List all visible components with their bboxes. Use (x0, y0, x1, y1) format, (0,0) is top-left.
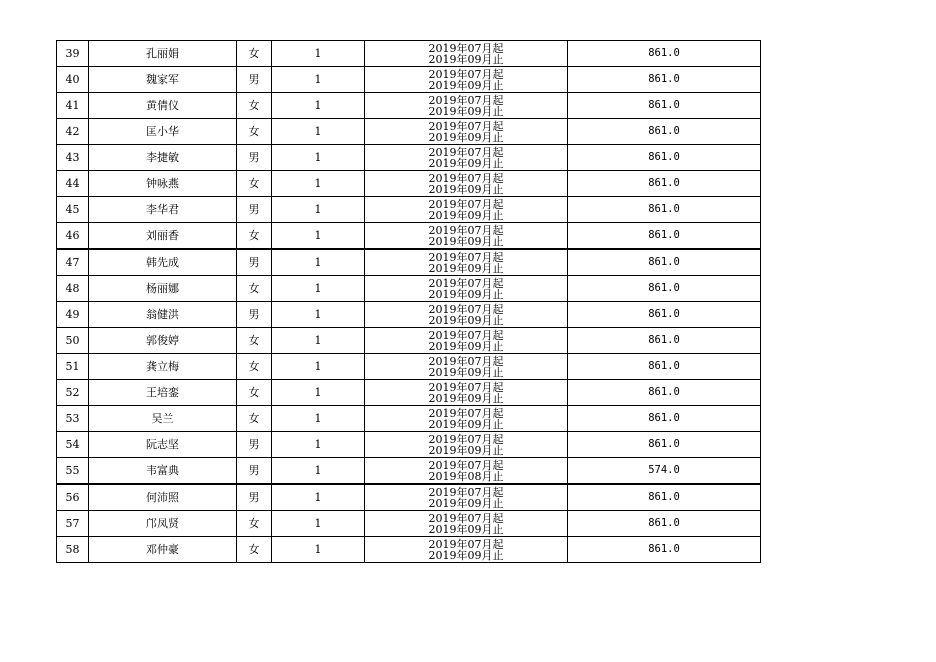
cell-name[interactable]: 邝凤贤 (89, 511, 237, 537)
period-start: 2019年07月起 (428, 223, 504, 237)
cell-count[interactable]: 1 (272, 432, 365, 458)
cell-number[interactable]: 40 (57, 67, 89, 93)
cell-count[interactable]: 1 (272, 276, 365, 302)
cell-period[interactable] (365, 432, 568, 458)
cell-count[interactable]: 1 (272, 93, 365, 119)
cell-period[interactable] (365, 302, 568, 328)
cell-period[interactable] (365, 380, 568, 406)
cell-period[interactable] (365, 537, 568, 563)
cell-period[interactable] (365, 67, 568, 93)
cell-sex[interactable]: 女 (237, 406, 272, 432)
cell-name[interactable]: 龚立梅 (89, 354, 237, 380)
table-row (57, 511, 761, 537)
cell-name[interactable]: 邓仲豪 (89, 537, 237, 563)
period-end: 2019年09月止 (428, 313, 504, 327)
cell-number[interactable]: 48 (57, 276, 89, 302)
cell-count[interactable]: 1 (272, 406, 365, 432)
period-start: 2019年07月起 (428, 171, 504, 185)
period-start: 2019年07月起 (428, 197, 504, 211)
period-start: 2019年07月起 (428, 458, 504, 472)
cell-count[interactable]: 1 (272, 458, 365, 485)
cell-name[interactable]: 翁健洪 (89, 302, 237, 328)
table-row (57, 67, 761, 93)
cell-number[interactable]: 42 (57, 119, 89, 145)
period-start: 2019年07月起 (428, 432, 504, 446)
cell-sex[interactable]: 女 (237, 511, 272, 537)
cell-name[interactable]: 孔丽娟 (89, 41, 237, 67)
cell-name[interactable]: 黄倩仪 (89, 93, 237, 119)
period-end: 2019年09月止 (428, 365, 504, 379)
cell-count[interactable]: 1 (272, 537, 365, 563)
cell-number[interactable]: 55 (57, 458, 89, 485)
cell-period[interactable] (365, 484, 568, 511)
cell-period[interactable] (365, 249, 568, 276)
period-start: 2019年07月起 (428, 93, 504, 107)
cell-sex[interactable]: 女 (237, 537, 272, 563)
cell-amount[interactable]: 861.0 (568, 223, 761, 250)
cell-number[interactable]: 49 (57, 302, 89, 328)
cell-count[interactable]: 1 (272, 197, 365, 223)
period-end: 2019年09月止 (428, 522, 504, 536)
cell-amount[interactable]: 574.0 (568, 458, 761, 485)
cell-number[interactable]: 44 (57, 171, 89, 197)
cell-sex[interactable]: 女 (237, 354, 272, 380)
cell-sex[interactable]: 男 (237, 458, 272, 485)
cell-number[interactable]: 50 (57, 328, 89, 354)
period-end: 2019年09月止 (428, 548, 504, 562)
cell-name[interactable]: 杨丽娜 (89, 276, 237, 302)
table-row (57, 328, 761, 354)
cell-number[interactable]: 57 (57, 511, 89, 537)
cell-period[interactable] (365, 145, 568, 171)
period-start: 2019年07月起 (428, 380, 504, 394)
period-end: 2019年09月止 (428, 417, 504, 431)
cell-count[interactable]: 1 (272, 328, 365, 354)
period-start: 2019年07月起 (428, 354, 504, 368)
cell-number[interactable]: 58 (57, 537, 89, 563)
cell-period[interactable] (365, 458, 568, 485)
cell-number[interactable]: 56 (57, 484, 89, 511)
table-row (57, 380, 761, 406)
period-start: 2019年07月起 (428, 250, 504, 264)
cell-sex[interactable]: 女 (237, 380, 272, 406)
period-start: 2019年07月起 (428, 145, 504, 159)
period-end: 2019年09月止 (428, 52, 504, 66)
cell-sex[interactable]: 女 (237, 171, 272, 197)
cell-number[interactable]: 53 (57, 406, 89, 432)
cell-name[interactable]: 何沛照 (89, 484, 237, 511)
cell-number[interactable]: 43 (57, 145, 89, 171)
table-row (57, 145, 761, 171)
cell-amount[interactable]: 861.0 (568, 171, 761, 197)
period-end: 2019年09月止 (428, 443, 504, 457)
period-end: 2019年09月止 (428, 339, 504, 353)
cell-number[interactable]: 52 (57, 380, 89, 406)
period-end: 2019年09月止 (428, 234, 504, 248)
cell-amount[interactable]: 861.0 (568, 432, 761, 458)
period-end: 2019年09月止 (428, 496, 504, 510)
cell-number[interactable]: 47 (57, 249, 89, 276)
cell-name[interactable]: 王培銮 (89, 380, 237, 406)
cell-period[interactable] (365, 171, 568, 197)
cell-amount[interactable]: 861.0 (568, 276, 761, 302)
cell-name[interactable]: 钟咏燕 (89, 171, 237, 197)
cell-sex[interactable]: 男 (237, 302, 272, 328)
cell-name[interactable]: 吴兰 (89, 406, 237, 432)
cell-count[interactable]: 1 (272, 119, 365, 145)
cell-amount[interactable]: 861.0 (568, 406, 761, 432)
cell-name[interactable]: 韦富典 (89, 458, 237, 485)
table-row (57, 537, 761, 563)
cell-number[interactable]: 41 (57, 93, 89, 119)
period-end: 2019年09月止 (428, 287, 504, 301)
period-end: 2019年09月止 (428, 104, 504, 118)
table-row (57, 276, 761, 302)
cell-count[interactable]: 1 (272, 41, 365, 67)
cell-period[interactable] (365, 93, 568, 119)
cell-name[interactable]: 韩先成 (89, 249, 237, 276)
cell-number[interactable]: 54 (57, 432, 89, 458)
cell-amount[interactable]: 861.0 (568, 484, 761, 511)
cell-number[interactable]: 51 (57, 354, 89, 380)
table-row (57, 223, 761, 250)
table-row (57, 432, 761, 458)
cell-period[interactable] (365, 223, 568, 250)
cell-sex[interactable]: 男 (237, 484, 272, 511)
table-row (57, 458, 761, 485)
cell-count[interactable]: 1 (272, 223, 365, 250)
cell-count[interactable]: 1 (272, 67, 365, 93)
table-row (57, 93, 761, 119)
cell-period[interactable] (365, 197, 568, 223)
cell-period[interactable] (365, 511, 568, 537)
cell-sex[interactable]: 男 (237, 145, 272, 171)
cell-period[interactable] (365, 41, 568, 67)
cell-period[interactable] (365, 354, 568, 380)
table-row (57, 406, 761, 432)
cell-sex[interactable]: 男 (237, 432, 272, 458)
cell-period[interactable] (365, 406, 568, 432)
cell-name[interactable]: 阮志坚 (89, 432, 237, 458)
cell-period[interactable] (365, 328, 568, 354)
table-row (57, 354, 761, 380)
cell-amount[interactable]: 861.0 (568, 249, 761, 276)
cell-sex[interactable]: 男 (237, 197, 272, 223)
spreadsheet-table (56, 40, 761, 563)
table-row (57, 249, 761, 276)
table-row (57, 171, 761, 197)
table-body (57, 41, 761, 563)
period-start: 2019年07月起 (428, 41, 504, 55)
period-start: 2019年07月起 (428, 406, 504, 420)
cell-count[interactable]: 1 (272, 511, 365, 537)
cell-count[interactable]: 1 (272, 354, 365, 380)
cell-name[interactable]: 匡小华 (89, 119, 237, 145)
period-end: 2019年09月止 (428, 261, 504, 275)
period-start: 2019年07月起 (428, 485, 504, 499)
cell-count[interactable]: 1 (272, 484, 365, 511)
table-row (57, 484, 761, 511)
cell-amount[interactable]: 861.0 (568, 380, 761, 406)
cell-amount[interactable]: 861.0 (568, 67, 761, 93)
cell-name[interactable]: 魏家军 (89, 67, 237, 93)
table-row (57, 302, 761, 328)
cell-amount[interactable]: 861.0 (568, 93, 761, 119)
cell-count[interactable]: 1 (272, 380, 365, 406)
cell-name[interactable]: 刘丽香 (89, 223, 237, 250)
table-row (57, 119, 761, 145)
period-start: 2019年07月起 (428, 302, 504, 316)
cell-sex[interactable]: 女 (237, 223, 272, 250)
period-start: 2019年07月起 (428, 67, 504, 81)
period-end: 2019年09月止 (428, 130, 504, 144)
cell-sex[interactable]: 女 (237, 93, 272, 119)
cell-sex[interactable]: 男 (237, 67, 272, 93)
period-start: 2019年07月起 (428, 537, 504, 551)
table-row (57, 41, 761, 67)
cell-period[interactable] (365, 119, 568, 145)
cell-count[interactable]: 1 (272, 145, 365, 171)
cell-amount[interactable]: 861.0 (568, 511, 761, 537)
period-end: 2019年09月止 (428, 78, 504, 92)
cell-sex[interactable]: 女 (237, 41, 272, 67)
cell-name[interactable]: 李华君 (89, 197, 237, 223)
period-start: 2019年07月起 (428, 511, 504, 525)
period-end: 2019年08月止 (428, 469, 504, 483)
cell-amount[interactable]: 861.0 (568, 354, 761, 380)
cell-amount[interactable]: 861.0 (568, 197, 761, 223)
cell-sex[interactable]: 女 (237, 276, 272, 302)
period-end: 2019年09月止 (428, 208, 504, 222)
cell-number[interactable]: 46 (57, 223, 89, 250)
cell-sex[interactable]: 女 (237, 328, 272, 354)
cell-amount[interactable]: 861.0 (568, 145, 761, 171)
cell-amount[interactable]: 861.0 (568, 302, 761, 328)
cell-name[interactable]: 郭俊婷 (89, 328, 237, 354)
cell-amount[interactable]: 861.0 (568, 41, 761, 67)
cell-number[interactable]: 39 (57, 41, 89, 67)
cell-sex[interactable]: 女 (237, 119, 272, 145)
cell-amount[interactable]: 861.0 (568, 328, 761, 354)
cell-amount[interactable]: 861.0 (568, 537, 761, 563)
cell-count[interactable]: 1 (272, 249, 365, 276)
cell-period[interactable] (365, 276, 568, 302)
cell-count[interactable]: 1 (272, 302, 365, 328)
period-start: 2019年07月起 (428, 119, 504, 133)
cell-sex[interactable]: 男 (237, 249, 272, 276)
period-start: 2019年07月起 (428, 328, 504, 342)
period-end: 2019年09月止 (428, 182, 504, 196)
cell-count[interactable]: 1 (272, 171, 365, 197)
period-end: 2019年09月止 (428, 156, 504, 170)
cell-amount[interactable]: 861.0 (568, 119, 761, 145)
period-end: 2019年09月止 (428, 391, 504, 405)
cell-number[interactable]: 45 (57, 197, 89, 223)
period-start: 2019年07月起 (428, 276, 504, 290)
table-row (57, 197, 761, 223)
cell-name[interactable]: 李捷敏 (89, 145, 237, 171)
